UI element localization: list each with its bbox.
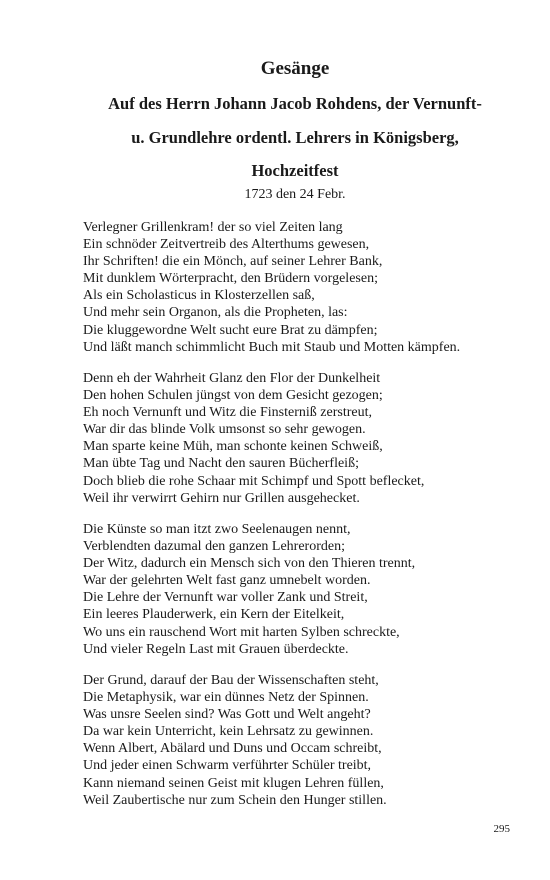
verse-line: Ein leeres Plauderwerk, ein Kern der Eitelkeit,: [83, 607, 345, 623]
verse-line: Der Grund, darauf der Bau der Wissenschaften steht,: [83, 673, 379, 688]
verse-line: Verlegner Grillenkram! der so viel Zeiten lang: [83, 220, 343, 235]
verse-line: Und läßt manch schimmlicht Buch mit Staub und Motten kämpfen.: [83, 339, 461, 355]
verse-line: Die Metaphysik, war ein dünnes Netz der Spinnen.: [83, 690, 369, 706]
verse-line: Ein schnöder Zeitvertreib des Alterthums gewesen,: [83, 237, 370, 253]
poem-date: 1723 den 24 Febr.: [244, 187, 346, 202]
verse-line: Verblendten dazumal den ganzen Lehrerorden;: [83, 539, 345, 555]
verse-line: Die kluggewordne Welt sucht eure Brat zu dämpfen;: [83, 322, 378, 338]
verse-line: Den hohen Schulen jüngst von dem Gesicht gezogen;: [83, 388, 383, 404]
verse-line: Kann niemand seinen Geist mit klugen Lehren füllen,: [83, 775, 384, 791]
verse-line: Und jeder einen Schwarm verführter Schüler treibt,: [83, 758, 372, 774]
verse-line: War dir das blinde Volk umsonst so sehr gewogen.: [83, 422, 366, 438]
verse-line: War der gelehrten Welt fast ganz umnebelt worden.: [83, 573, 371, 589]
verse-line: Da war kein Unterricht, kein Lehrsatz zu gewinnen.: [83, 724, 374, 740]
verse-line: Weil Zaubertische nur zum Schein den Hunger stillen.: [83, 792, 387, 808]
subtitle-line-1: Auf des Herrn Johann Jacob Rohdens, der Vernunft-: [108, 94, 482, 113]
verse-line: Und vieler Regeln Last mit Grauen überdeckte.: [83, 641, 349, 657]
verse-line: Eh noch Vernunft und Witz die Finsterniß zerstreut,: [83, 405, 372, 421]
verse-line: Und mehr sein Organon, als die Propheten, las:: [83, 305, 348, 321]
subtitle-line-3: Hochzeitfest: [251, 161, 339, 180]
stanza-3: [83, 521, 415, 658]
verse-line: Wo uns ein rauschend Wort mit harten Sylben schreckte,: [83, 624, 400, 640]
verse-line: Man sparte keine Müh, man schonte keinen Schweiß,: [83, 439, 383, 455]
stanza-1: [83, 219, 460, 356]
verse-line: Als ein Scholasticus in Klosterzellen saß,: [83, 288, 315, 304]
page-title: Gesänge: [260, 58, 330, 79]
verse-line: Die Künste so man itzt zwo Seelenaugen nennt,: [83, 522, 351, 537]
verse-line: Ihr Schriften! die ein Mönch, auf seiner Lehrer Bank,: [83, 254, 383, 270]
verse-line: Die Lehre der Vernunft war voller Zank und Streit,: [83, 590, 368, 606]
verse-line: Mit dunklem Wörterpracht, den Brüdern vorgelesen;: [83, 271, 378, 287]
verse-line: Doch blieb die rohe Schaar mit Schimpf und Spott beflecket,: [83, 473, 425, 489]
stanza-4: [83, 672, 387, 809]
verse-line: Weil ihr verwirrt Gehirn nur Grillen ausgehecket.: [83, 490, 360, 506]
stanza-2: [83, 370, 424, 507]
verse-line: Wenn Albert, Abälard und Duns und Occam schreibt,: [83, 741, 382, 757]
page-number: 295: [493, 823, 510, 835]
verse-line: Was unsre Seelen sind? Was Gott und Welt angeht?: [83, 707, 371, 723]
verse-line: Man übte Tag und Nacht den sauren Bücherfleiß;: [83, 456, 359, 472]
verse-line: Denn eh der Wahrheit Glanz den Flor der Dunkelheit: [83, 371, 381, 386]
subtitle-line-2: u. Grundlehre ordentl. Lehrers in Königsberg,: [131, 128, 459, 147]
verse-line: Der Witz, dadurch ein Mensch sich von den Thieren trennt,: [83, 556, 416, 572]
